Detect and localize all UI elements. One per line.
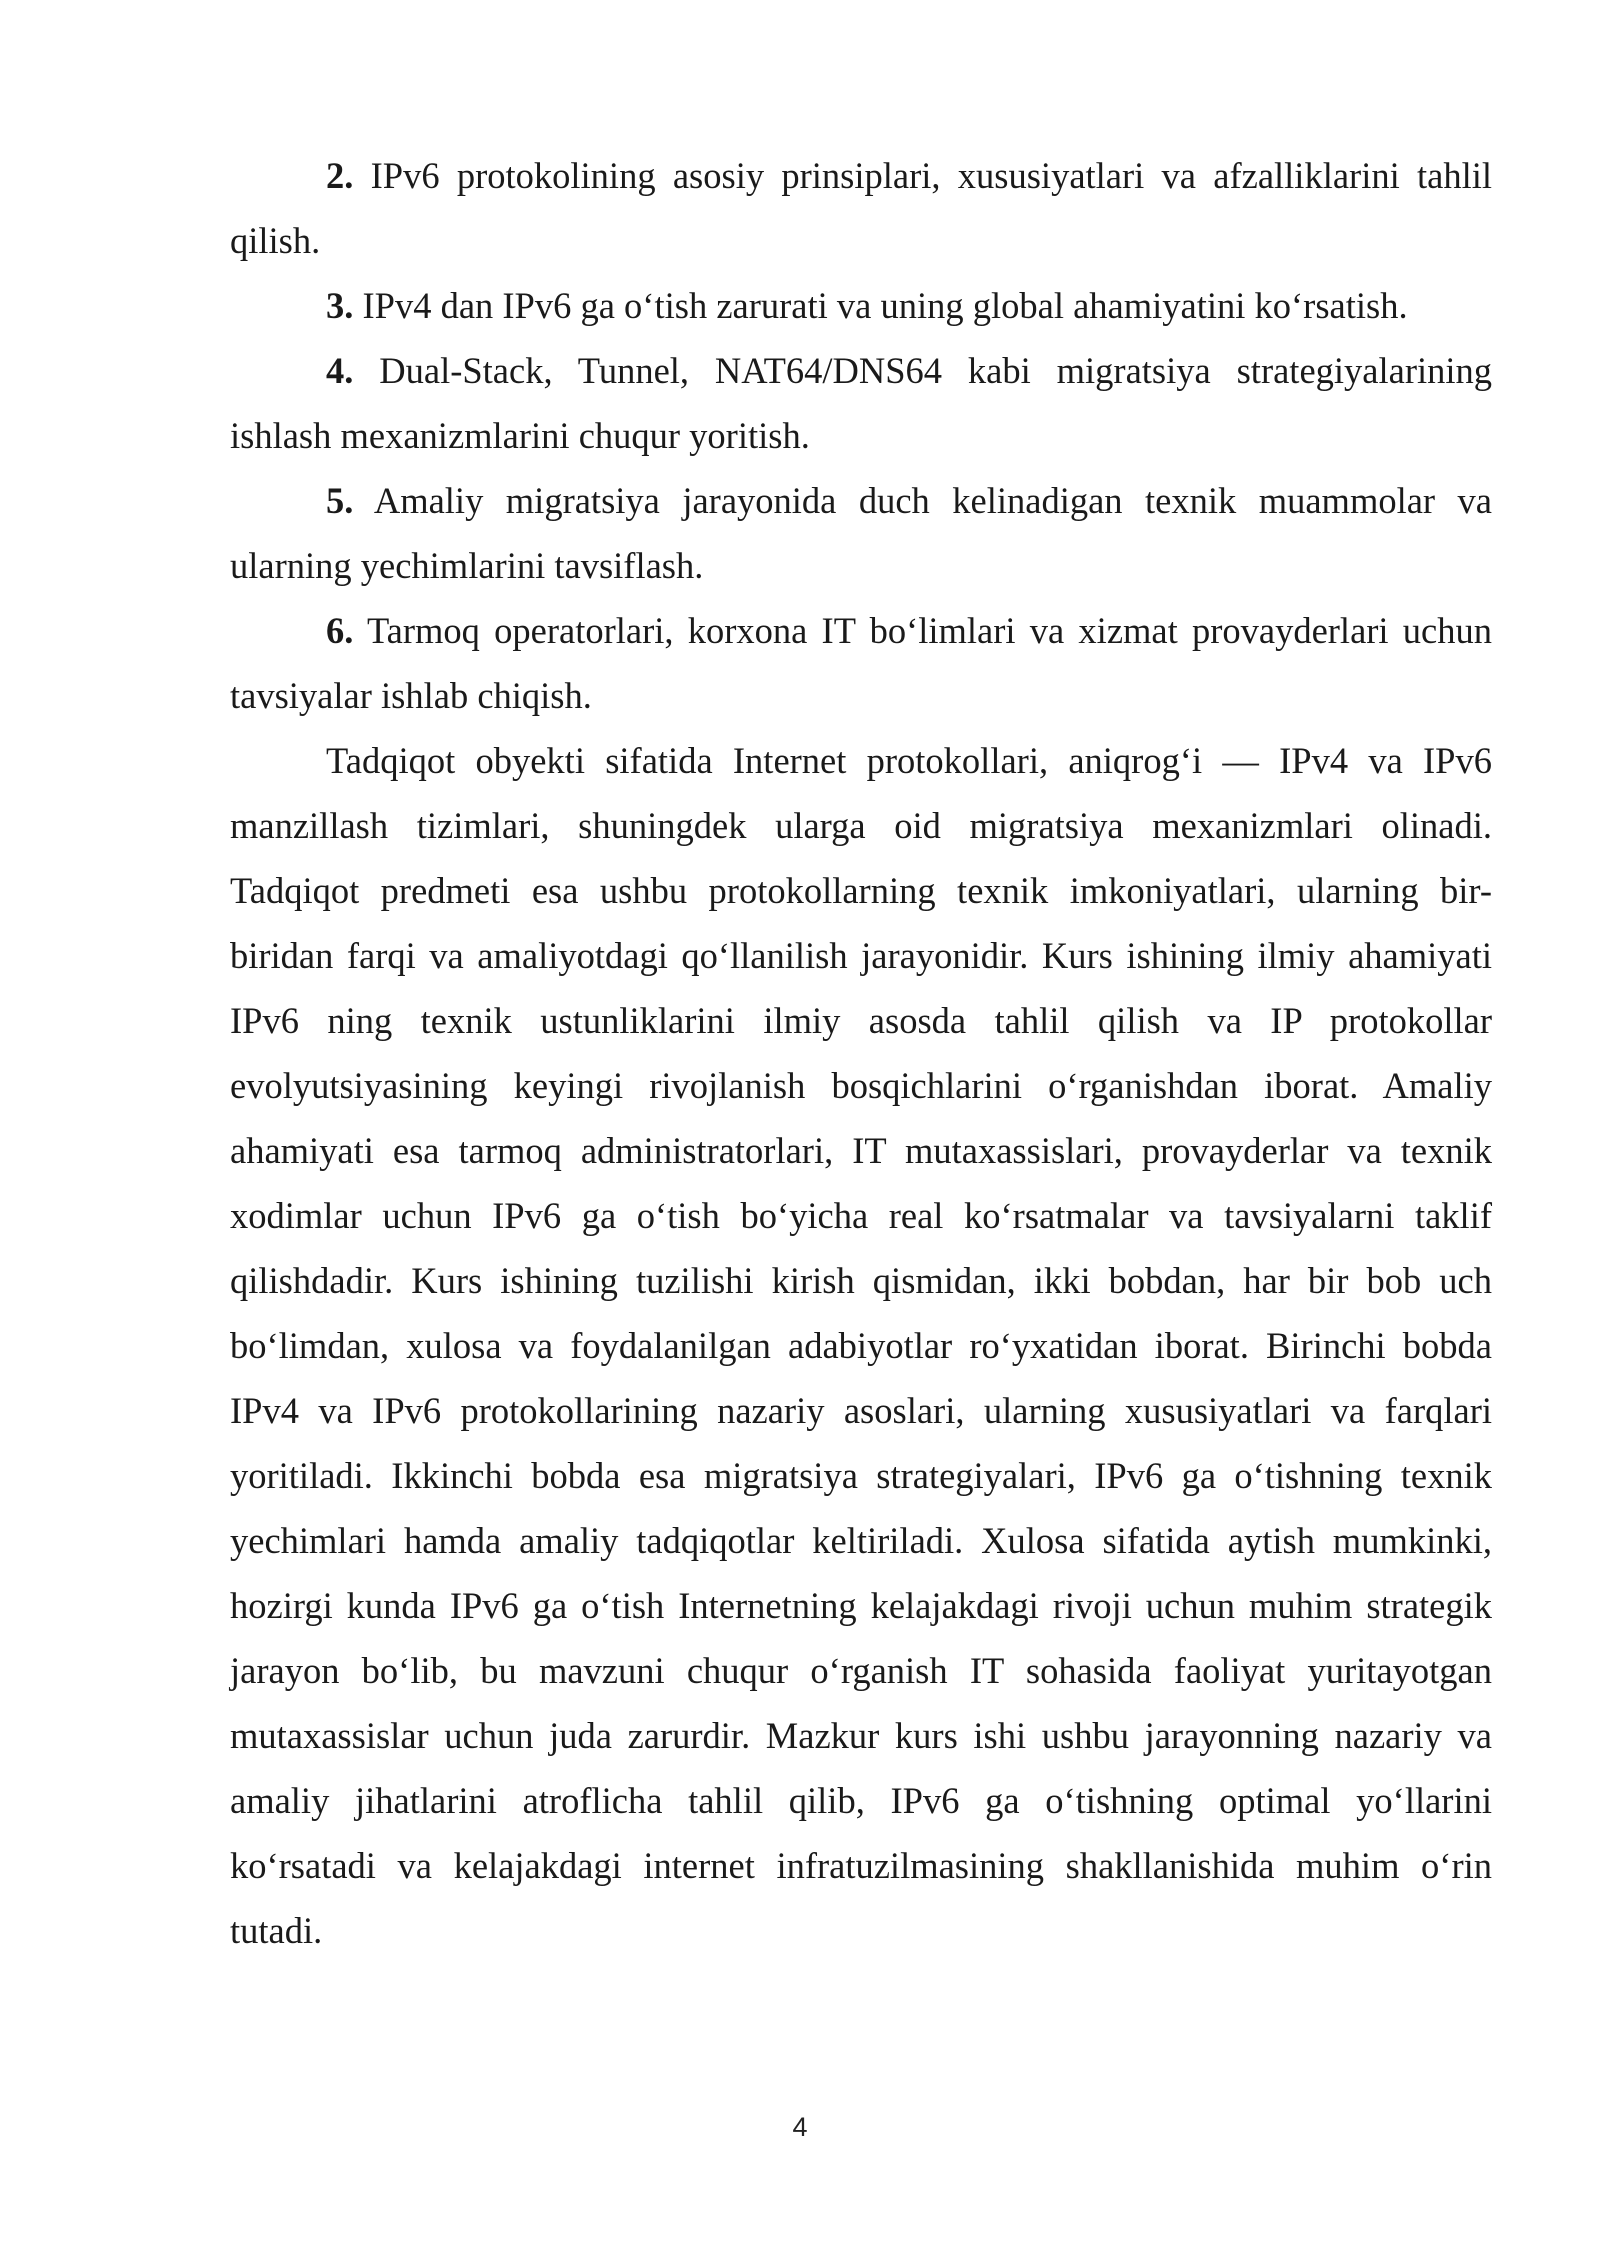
list-item-text: Dual-Stack, Tunnel, NAT64/DNS64 kabi migratsiya strategiyalarining ishlash mexanizmlarini chuqur yoritish. [230, 350, 1493, 456]
body-paragraph: Tadqiqot obyekti sifatida Internet protokollari, aniqrog‘i — IPv4 va IPv6 manzillash tizimlari, shuningdek ularga oid migratsiya mexanizmlari olinadi. Tadqiqot predmeti esa ushbu protokollarning texnik imkoniyatlari, ularning bir-biridan farqi va amaliyotdagi qo‘llanilish jarayonidir. Kurs ishining ilmiy ahamiyati IPv6 ning texnik ustunliklarini ilmiy asosda tahlil qilish va IP protokollar evolyutsiyasining keyingi rivojlanish bosqichlarini o‘rganishdan iborat. Amaliy ahamiyati esa tarmoq administratorlari, IT mutaxassislari, provayderlar va texnik xodimlar uchun IPv6 ga o‘tish bo‘yicha real ko‘rsatmalar va tavsiyalarni taklif qilishdadir. Kurs ishining tuzilishi kirish qismidan, ikki bobdan, har bir bob uch bo‘limdan, xulosa va foydalanilgan adabiyotlar ro‘yxatidan iborat. Birinchi bobda IPv4 va IPv6 protokollarining nazariy asoslari, ularning xususiyatlari va farqlari yoritiladi. Ikkinchi bobda esa migratsiya strategiyalari, IPv6 ga o‘tishning texnik yechimlari hamda amaliy tadqiqotlar keltiriladi. Xulosa sifatida aytish mumkinki, hozirgi kunda IPv6 ga o‘tish Internetning kelajakdagi rivoji uchun muhim strategik jarayon bo‘lib, bu mavzuni chuqur o‘rganish IT sohasida faoliyat yuritayotgan mutaxassislar uchun juda zarurdir. Mazkur kurs ishi ushbu jarayonning nazariy va amaliy jihatlarini atroflicha tahlil qilib, IPv6 ga o‘tishning optimal yo‘llarini ko‘rsatadi va kelajakdagi internet infratuzilmasining shakllanishida muhim o‘rin tutadi. [230, 740, 1492, 1951]
list-item-number: 4. [326, 350, 354, 391]
page-number: 4 [792, 2112, 808, 2142]
list-item-text: Tarmoq operatorlari, korxona IT bo‘limlari va xizmat provayderlari uchun tavsiyalar ishlab chiqish. [230, 610, 1492, 716]
list-item [230, 273, 1492, 338]
list-item-number: 6. [326, 610, 354, 651]
list-item-number: 3. [326, 285, 354, 326]
list-item-text: IPv4 dan IPv6 ga o‘tish zarurati va uning global ahamiyatini ko‘rsatish. [362, 285, 1408, 326]
list-item [230, 338, 1492, 468]
document-page [230, 143, 1492, 1963]
list-item [230, 598, 1492, 728]
list-item [230, 143, 1492, 273]
list-item-number: 5. [326, 480, 354, 521]
list-item-text: IPv6 protokolining asosiy prinsiplari, xususiyatlari va afzalliklarini tahlil qilish. [230, 155, 1492, 261]
list-item-text: Amaliy migratsiya jarayonida duch kelinadigan texnik muammolar va ularning yechimlarini tavsiflash. [230, 480, 1492, 586]
list-item-number: 2. [326, 155, 354, 196]
list-item [230, 468, 1492, 598]
